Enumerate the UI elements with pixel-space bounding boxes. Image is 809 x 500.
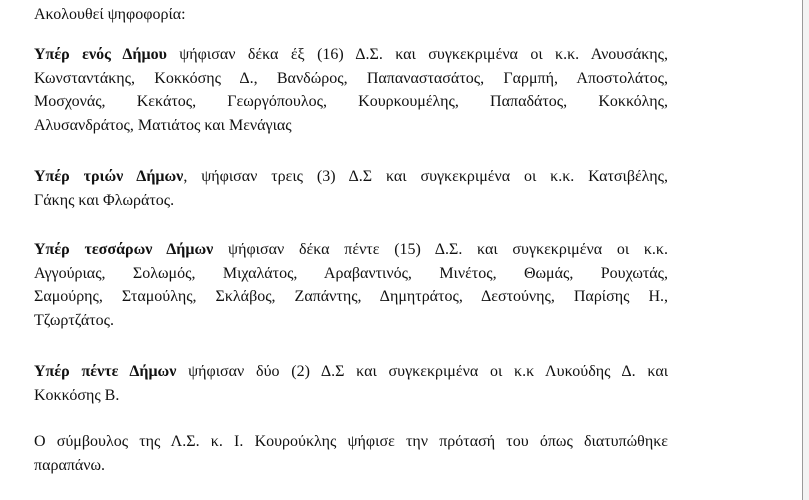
- vote-block-one-municipality: [34, 43, 668, 137]
- closing-line: Ο σύμβουλος της Λ.Σ. κ. Ι. Κουρούκλης ψήφισε την πρότασή του όπως διατυπώθηκε: [34, 433, 668, 450]
- vote-block-text: , ψήφισαν τρεις (3) Δ.Σ και συγκεκριμένα οι κ.κ. Κατσιβέλης,: [183, 168, 669, 185]
- vote-block-line: Κοκκόσης Β.: [34, 386, 120, 404]
- vote-block-line: [34, 165, 668, 189]
- vote-block-line: [34, 238, 668, 262]
- page-edge-shade: [803, 0, 809, 500]
- vote-block-line: Αλυσανδράτος, Ματιάτος και Μενάγιας: [34, 116, 292, 134]
- vote-block-line: Τζωρτζάτος.: [34, 311, 114, 329]
- closing-line: παραπάνω.: [34, 456, 106, 474]
- vote-block-heading: Υπέρ τεσσάρων Δήμων: [34, 241, 214, 258]
- vote-block-text: ψήφισαν δέκα πέντε (15) Δ.Σ. και συγκεκριμένα οι κ.κ.: [213, 241, 668, 258]
- vote-block-heading: Υπέρ ενός Δήμου: [34, 46, 167, 63]
- vote-block-line: [34, 360, 668, 384]
- vote-block-line: Αγγούριας, Σολωμός, Μιχαλάτος, Αραβαντινός, Μινέτος, Θωμάς, Ρουχωτάς,: [34, 264, 668, 282]
- vote-block-heading: Υπέρ πέντε Δήμων: [34, 363, 177, 380]
- vote-block-line: [34, 43, 668, 67]
- vote-block-heading: Υπέρ τριών Δήμων: [34, 168, 184, 185]
- vote-block-line: Γάκης και Φλωράτος.: [34, 191, 175, 209]
- vote-block-four-municipalities: [34, 238, 668, 332]
- intro-text: Ακολουθεί ψηφοφορία:: [34, 6, 186, 23]
- vote-block-text: ψήφισαν δέκα έξ (16) Δ.Σ. και συγκεκριμένα οι κ.κ. Ανουσάκης,: [166, 46, 668, 63]
- vote-block-five-municipalities: [34, 360, 668, 407]
- vote-block-line: Μοσχονάς, Κεκάτος, Γεωργόπουλος, Κουρκουμέλης, Παπαδάτος, Κοκκόλης,: [34, 93, 668, 110]
- closing-paragraph: [34, 430, 668, 477]
- vote-block-three-municipalities: [34, 165, 668, 212]
- vote-block-line: Κωνσταντάκης, Κοκκόσης Δ., Βανδώρος, Παπαναστασάτος, Γαρμπή, Αποστολάτος,: [34, 69, 668, 87]
- intro-line: [34, 3, 668, 27]
- vote-block-text: ψήφισαν δύο (2) Δ.Σ και συγκεκριμένα οι κ.κ Λυκούδης Δ. και: [176, 363, 669, 380]
- vote-block-line: Σαμούρης, Σταμούλης, Σκλάβος, Ζαπάντης, Δημητράτος, Δεστούνης, Παρίσης Η.,: [34, 288, 668, 305]
